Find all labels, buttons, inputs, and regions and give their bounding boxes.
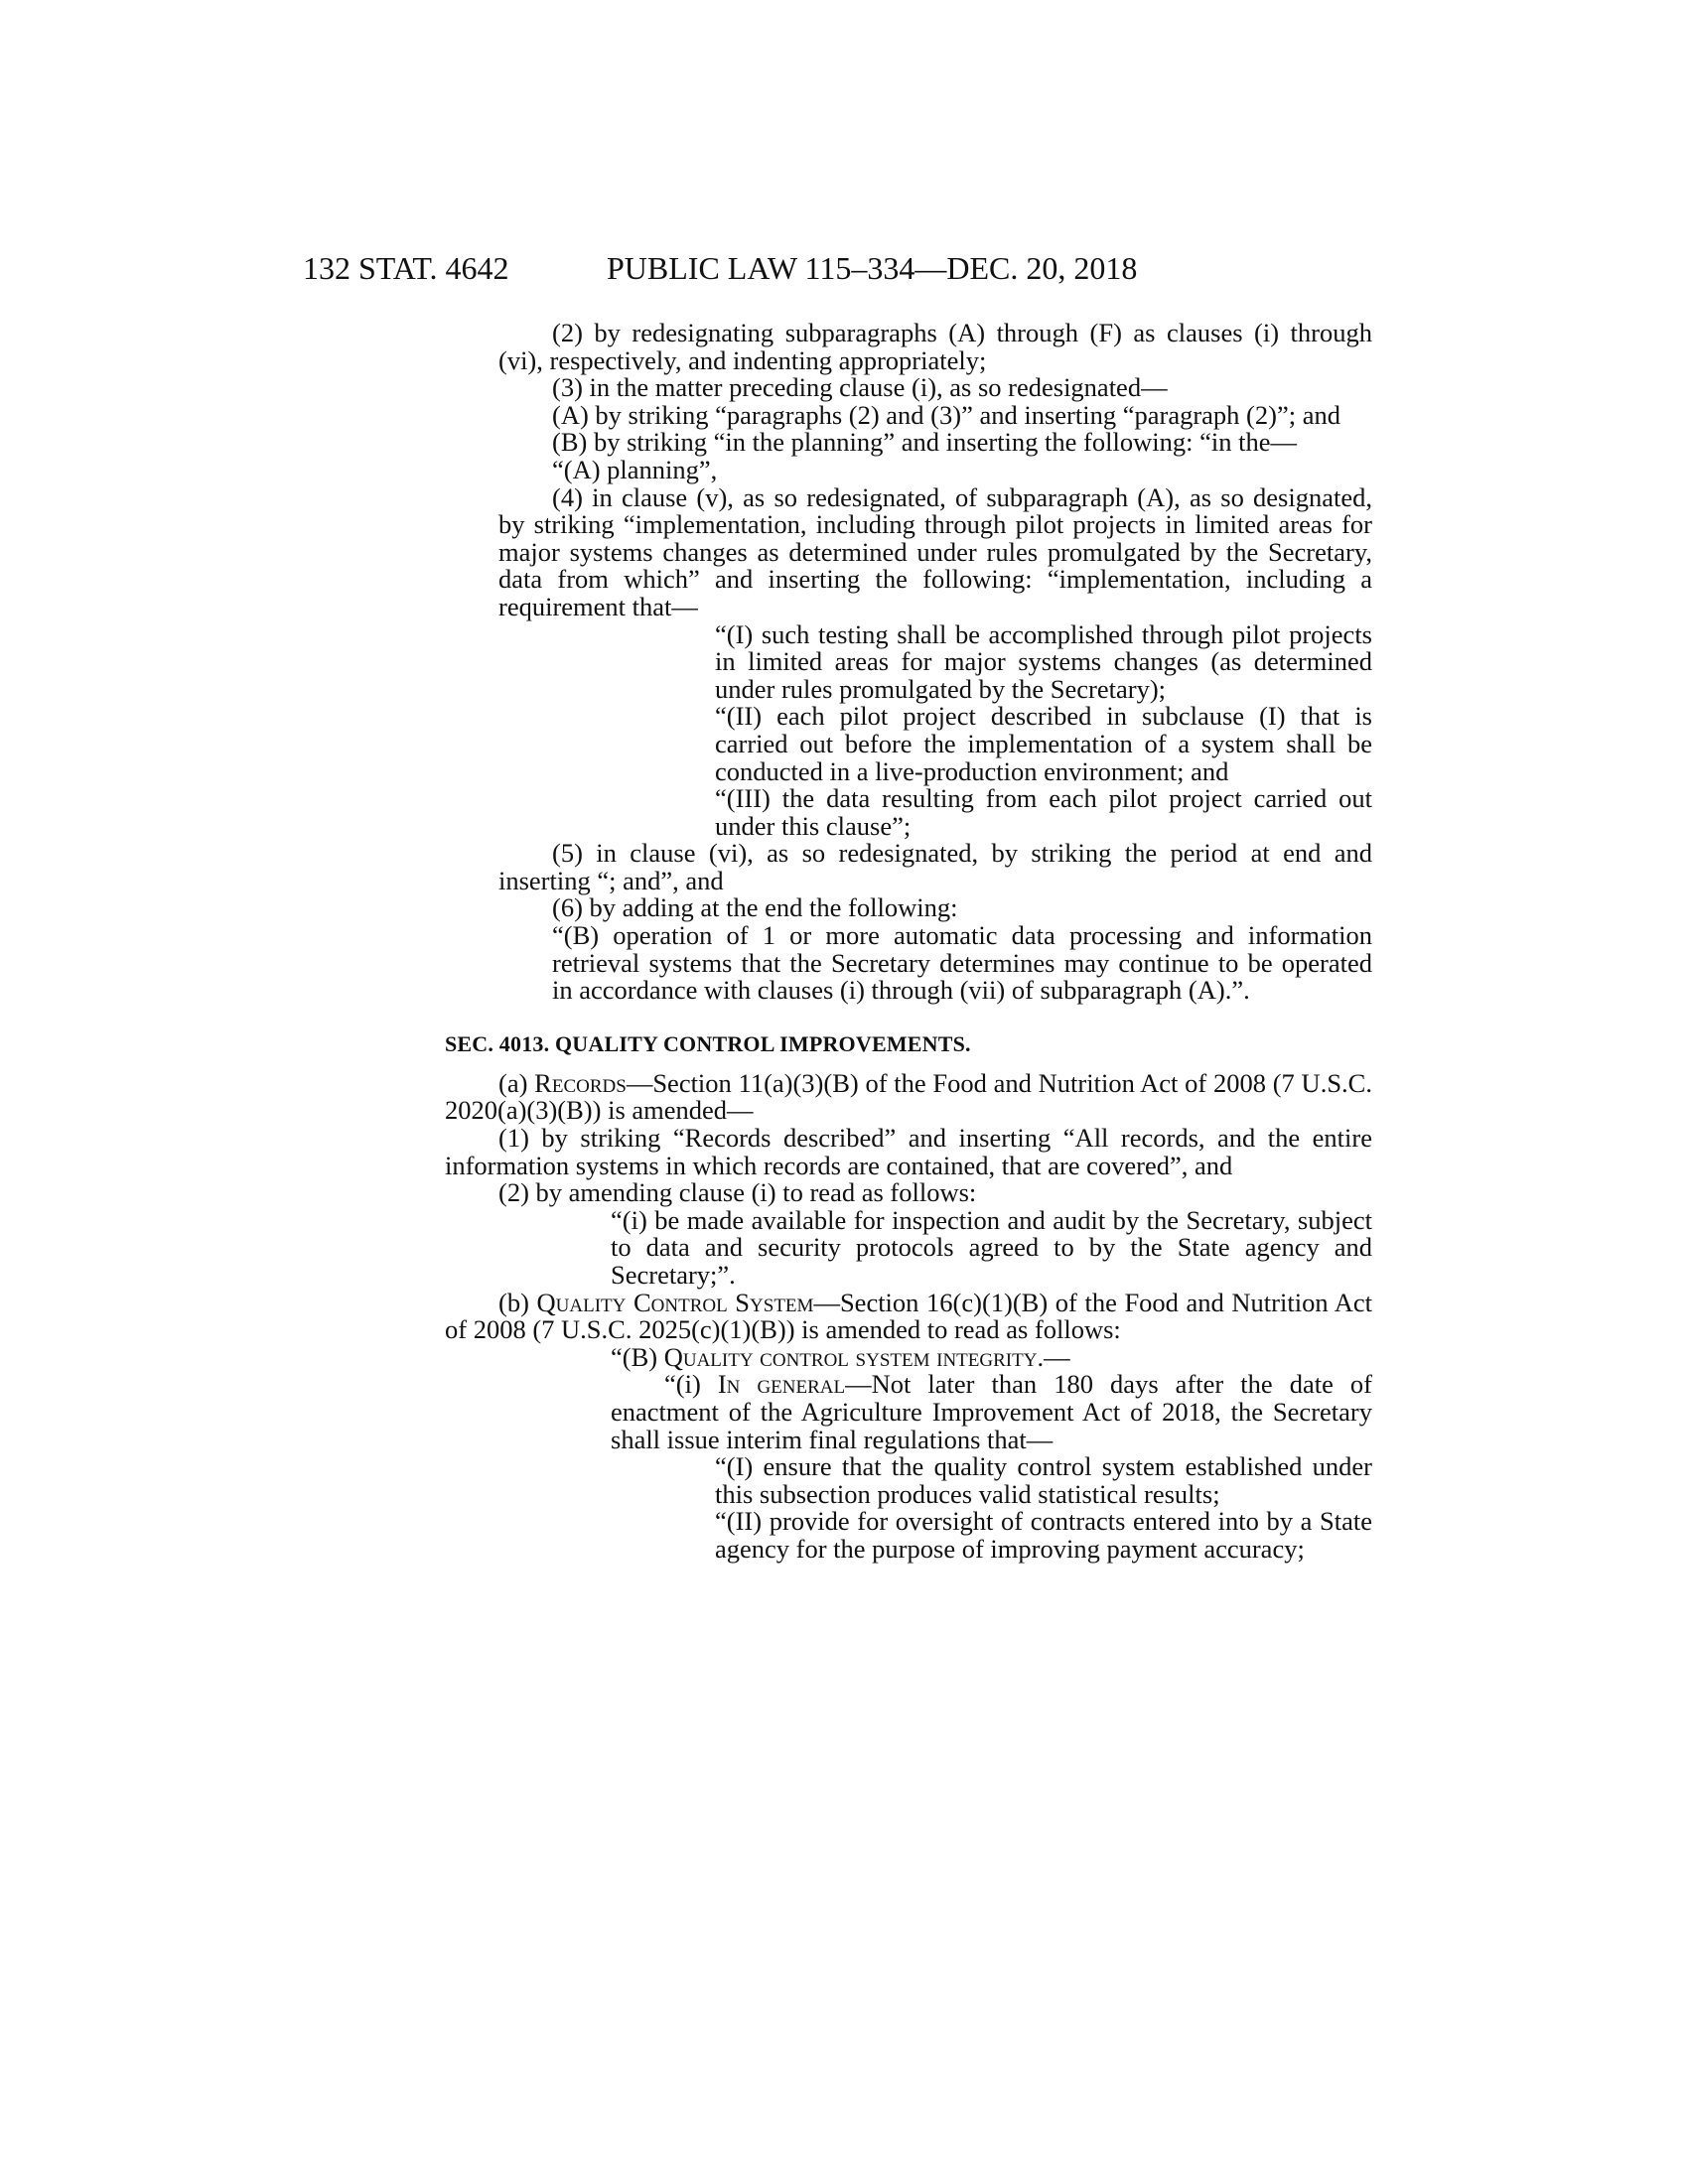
subsection-a-1: (1) by striking “Records described” and inserting “All records, and the entire information systems in which records are contained, that are covered”, and (445, 1123, 1372, 1180)
clause-i-label: In general (717, 1369, 846, 1400)
subsection-b: (b) Quality Control System—Section 16(c)(1)(B) of the Food and Nutrition Act of 2008 (7 U.S.C. 2025(c)(1)(B)) is amended to read as follows: (445, 1287, 1372, 1345)
subsection-a-2-i: “(i) be made available for inspection and audit by the Secretary, subject to data and security protocols agreed to by the State agency and Secretary;”. (611, 1204, 1372, 1290)
paragraph-3: (3) in the matter preceding clause (i), as so redesignated— (552, 372, 1168, 403)
subsection-a: (a) Records—Section 11(a)(3)(B) of the Food and Nutrition Act of 2008 (7 U.S.C. 2020(a)(3)(B)) is amended— (445, 1067, 1372, 1126)
clause-i: “(i) In general—Not later than 180 days after the date of enactment of the Agriculture Improvement Act of 2018, the Secretary shall issue interim final regulations that— (611, 1369, 1372, 1454)
document-body (445, 318, 1372, 1564)
subsection-b-label: Quality Control System (536, 1287, 814, 1317)
running-head: PUBLIC LAW 115–334—DEC. 20, 2018 (607, 250, 1138, 286)
statute-page-number: 132 STAT. 4642 (303, 250, 509, 286)
paragraph-6: (6) by adding at the end the following: (552, 892, 958, 923)
section-heading: SEC. 4013. QUALITY CONTROL IMPROVEMENTS. (445, 1030, 971, 1056)
subsection-a-label: Records (534, 1067, 627, 1098)
paragraph-3-B-quote: “(A) planning”, (552, 454, 718, 484)
subclause-III: “(III) the data resulting from each pilot project carried out under this clause”; (715, 783, 1372, 841)
paragraph-2: (2) by redesignating subparagraphs (A) through (F) as clauses (i) through (vi), respectively, and indenting appropriately; (498, 318, 1372, 375)
subclause-I: “(I) such testing shall be accomplished through pilot projects in limited areas for major systems changes (as determined under rules promulgated by the Secretary); (715, 618, 1372, 704)
page-header (303, 248, 1375, 288)
section-4013-body (445, 1067, 1372, 1564)
paragraph-5: (5) in clause (vi), as so redesignated, by striking the period at end and inserting “; and”, and (498, 838, 1372, 895)
subclause-b-II: “(II) provide for oversight of contracts entered into by a State agency for the purpose of improving payment accuracy; (715, 1506, 1372, 1564)
paragraph-6-B: “(B) operation of 1 or more automatic data processing and information retrieval systems that the Secretary determines may continue to be operated in accordance with clauses (i) through (vii) of subparagraph (A).”. (552, 920, 1372, 1006)
paragraph-3-A: (A) by striking “paragraphs (2) and (3)” and inserting “paragraph (2)”; and (552, 399, 1340, 430)
subsection-a-2: (2) by amending clause (i) to read as follows: (498, 1177, 977, 1208)
subparagraph-B-heading: “(B) Quality control system integrity.— (611, 1341, 1070, 1372)
subclause-II: “(II) each pilot project described in subclause (I) that is carried out before the implementation of a system shall be conducted in a live-production environment; and (715, 701, 1372, 786)
paragraph-4: (4) in clause (v), as so redesignated, of subparagraph (A), as so designated, by striking “implementation, including through pilot projects in limited areas for major systems changes as determined under rules promulgated by the Secretary, data from which” and inserting the following: “implementation, including a requirement that— (498, 481, 1372, 621)
paragraph-3-B: (B) by striking “in the planning” and inserting the following: “in the— (552, 427, 1297, 458)
subparagraph-B-label: Quality control system integrity (663, 1341, 1038, 1372)
subclause-b-I: “(I) ensure that the quality control system established under this subsection produces valid statistical results; (715, 1451, 1372, 1509)
